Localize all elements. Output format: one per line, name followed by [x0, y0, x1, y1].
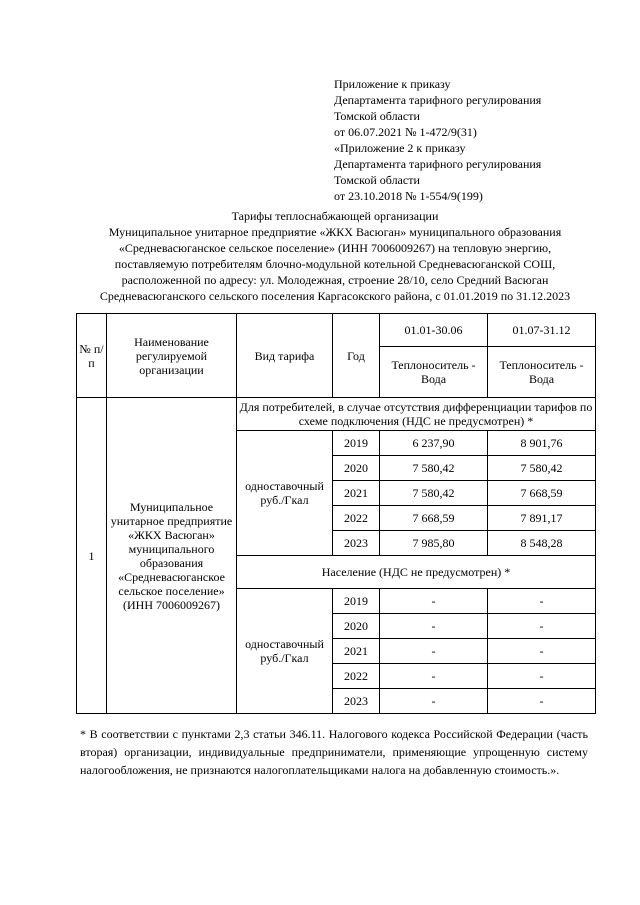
value-cell: 8 548,28	[488, 531, 596, 556]
title-line: Тарифы теплоснабжающей организации	[231, 209, 439, 223]
year-cell: 2023	[333, 531, 380, 556]
year-cell: 2021	[333, 639, 380, 664]
header-line: от 23.10.2018 № 1-554/9(199)	[334, 189, 483, 203]
year-cell: 2021	[333, 481, 380, 506]
section-title-population: Население (НДС не предусмотрен) *	[237, 556, 596, 589]
value-cell: -	[380, 614, 488, 639]
value-cell: 7 985,80	[380, 531, 488, 556]
value-cell: 6 237,90	[380, 431, 488, 456]
header-period-1: 01.01-30.06	[380, 314, 488, 347]
year-cell: 2019	[333, 589, 380, 614]
tariff-type: одноставочный руб./Гкал	[237, 431, 333, 556]
header-org: Наименование регулируемой организации	[107, 314, 237, 398]
header-sub-2: Теплоноситель - Вода	[488, 347, 596, 398]
title-line: «Средневасюганское сельское поселение» (ИНН 7006009267) на тепловую энергию,	[118, 241, 552, 255]
title-line: поставляемую потребителям блочно-модульной котельной Средневасюганской СОШ,	[114, 257, 556, 271]
year-cell: 2022	[333, 506, 380, 531]
row-number: 1	[77, 398, 107, 714]
header-type: Вид тарифа	[237, 314, 333, 398]
value-cell: 7 891,17	[488, 506, 596, 531]
header-line: «Приложение 2 к приказу	[334, 141, 466, 155]
vat-footnote: * В соответствии с пунктами 2,3 статьи 346.11. Налогового кодекса Российской Федерации (часть вторая) организации, индивидуальные предприниматели, применяющие упрощенную систему налогообложения, не признаются налогоплательщиками налога на добавленную стоимость.».	[80, 727, 588, 777]
value-cell: 7 580,42	[488, 456, 596, 481]
value-cell: 8 901,76	[488, 431, 596, 456]
value-cell: 7 668,59	[488, 481, 596, 506]
section-title-consumers: Для потребителей, в случае отсутствия дифференциации тарифов по схеме подключения (НДС не предусмотрен) *	[237, 398, 596, 431]
header-num: № п/п	[77, 314, 107, 398]
year-cell: 2020	[333, 456, 380, 481]
header-sub-1: Теплоноситель - Вода	[380, 347, 488, 398]
order-header	[334, 76, 624, 204]
value-cell: 7 668,59	[380, 506, 488, 531]
value-cell: -	[380, 664, 488, 689]
header-line: от 06.07.2021 № 1-472/9(31)	[334, 125, 477, 139]
value-cell: -	[488, 639, 596, 664]
year-cell: 2019	[333, 431, 380, 456]
header-line: Приложение к приказу	[334, 77, 451, 91]
title-line: Средневасюганского сельского поселения Каргасокского района, с 01.01.2019 по 31.12.2023	[99, 289, 571, 303]
value-cell: -	[380, 639, 488, 664]
value-cell: -	[380, 589, 488, 614]
header-line: Томской области	[334, 109, 420, 123]
value-cell: 7 580,42	[380, 456, 488, 481]
document-title	[60, 208, 610, 304]
header-year: Год	[333, 314, 380, 398]
value-cell: -	[488, 689, 596, 714]
organization-name: Муниципальное унитарное предприятие «ЖКХ Васюган» муниципального образования «Средневасюганское сельское поселение» (ИНН 7006009267)	[107, 398, 237, 714]
tariff-type: одноставочный руб./Гкал	[237, 589, 333, 714]
year-cell: 2023	[333, 689, 380, 714]
value-cell: -	[488, 614, 596, 639]
year-cell: 2020	[333, 614, 380, 639]
title-line: Муниципальное унитарное предприятие «ЖКХ Васюган» муниципального образования	[108, 225, 562, 239]
title-line: расположенной по адресу: ул. Молодежная, строение 28/10, село Средний Васюган	[121, 273, 549, 287]
header-line: Департамента тарифного регулирования	[334, 93, 542, 107]
header-line: Томской области	[334, 173, 420, 187]
value-cell: 7 580,42	[380, 481, 488, 506]
header-period-2: 01.07-31.12	[488, 314, 596, 347]
value-cell: -	[488, 664, 596, 689]
value-cell: -	[380, 689, 488, 714]
tariff-table	[76, 313, 596, 714]
header-line: Департамента тарифного регулирования	[334, 157, 542, 171]
value-cell: -	[488, 589, 596, 614]
year-cell: 2022	[333, 664, 380, 689]
